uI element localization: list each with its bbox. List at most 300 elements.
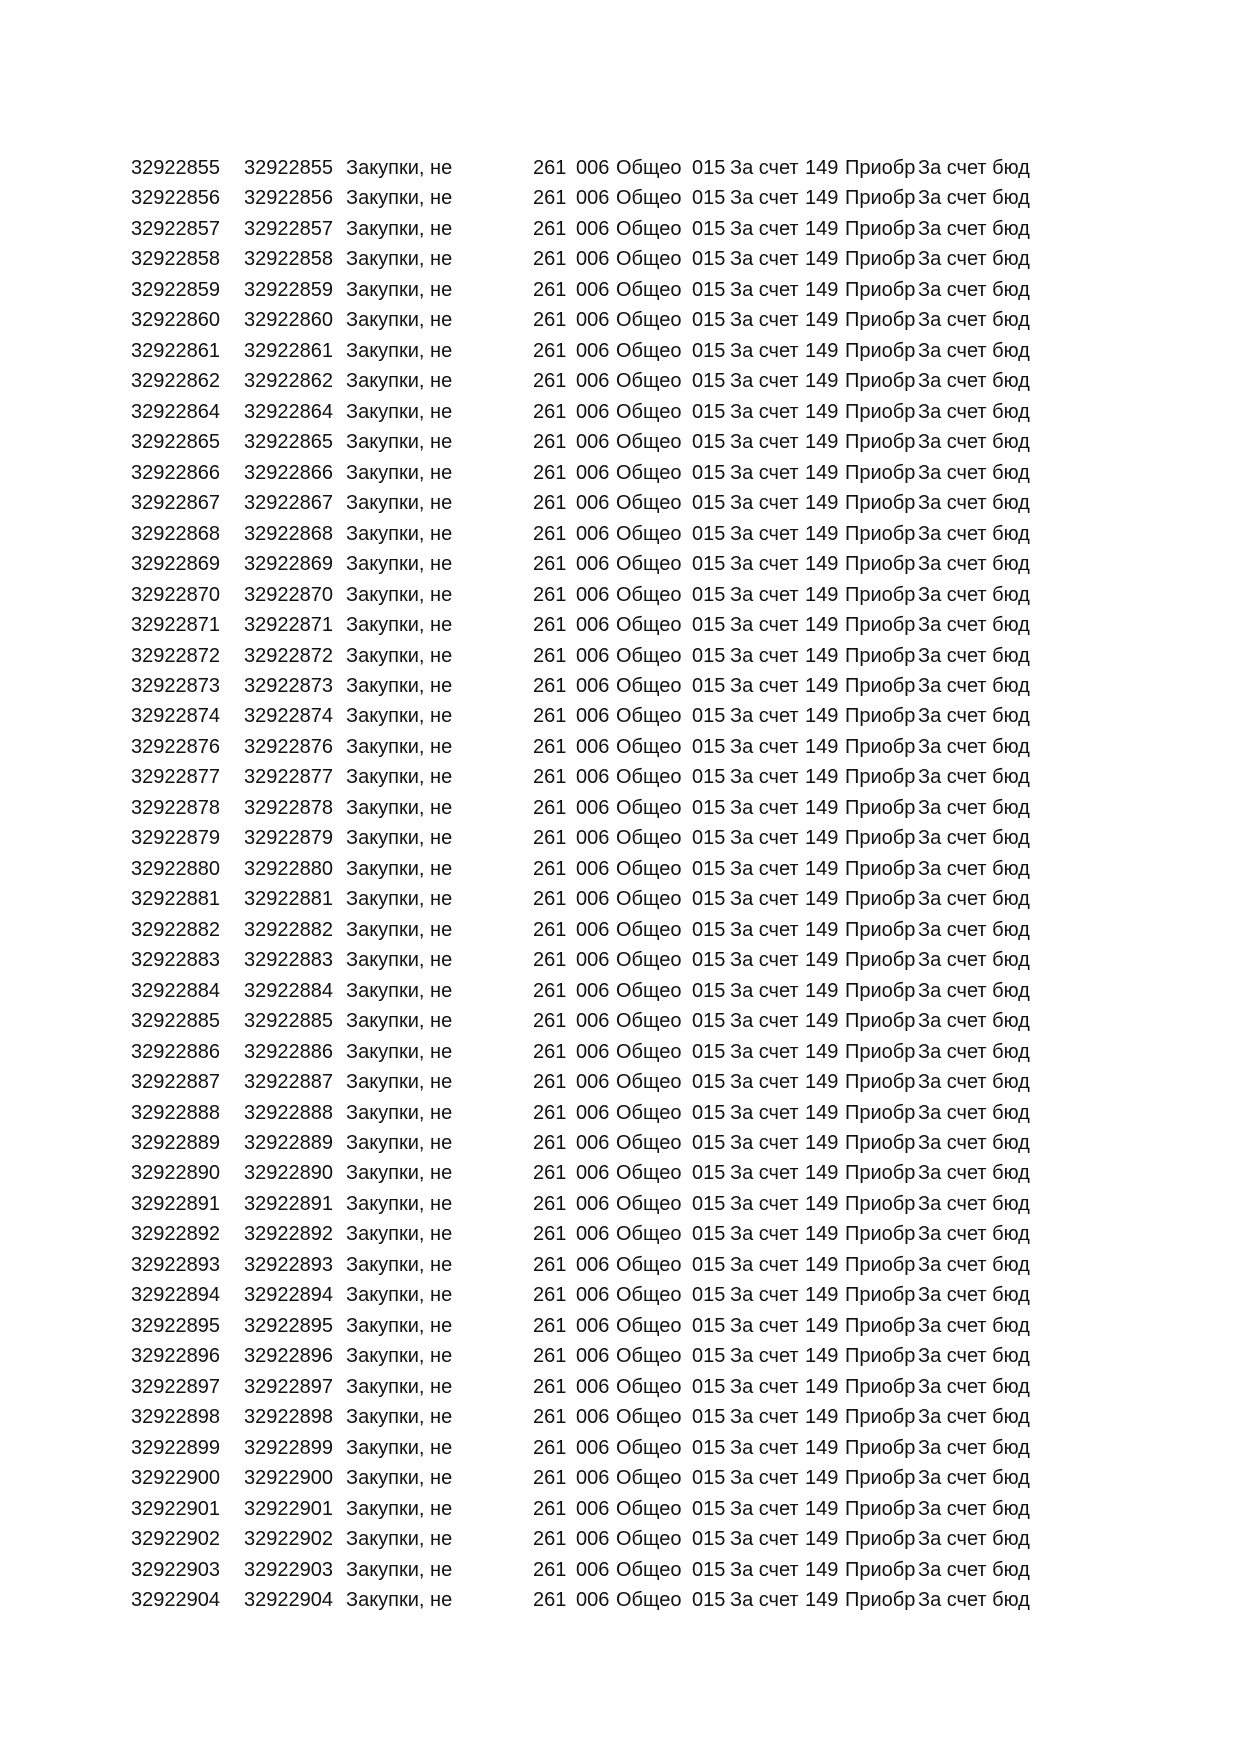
code-149-cell: 149 <box>805 1406 839 1429</box>
code-261-cell: 261 <box>533 644 567 667</box>
table-row <box>0 1372 1241 1402</box>
section-cell: Общео <box>616 827 682 850</box>
funding-cell: За счет <box>730 1253 799 1276</box>
code-015-cell: 015 <box>692 857 726 880</box>
code-261-cell: 261 <box>533 674 567 697</box>
budget-source-cell: За счет бюд <box>918 796 1030 819</box>
table-row <box>0 244 1241 274</box>
code-261-cell: 261 <box>533 1436 567 1459</box>
funding-cell: За счет <box>730 827 799 850</box>
record-id-copy-cell: 32922880 <box>244 857 333 880</box>
code-261-cell: 261 <box>533 705 567 728</box>
budget-source-cell: За счет бюд <box>918 1223 1030 1246</box>
code-015-cell: 015 <box>692 1040 726 1063</box>
code-015-cell: 015 <box>692 492 726 515</box>
description-cell: Закупки, не <box>346 400 453 423</box>
table-row <box>0 1219 1241 1249</box>
code-015-cell: 015 <box>692 614 726 637</box>
funding-cell: За счет <box>730 918 799 941</box>
code-015-cell: 015 <box>692 674 726 697</box>
record-id-copy-cell: 32922883 <box>244 949 333 972</box>
table-row <box>0 1006 1241 1036</box>
funding-cell: За счет <box>730 1314 799 1337</box>
description-cell: Закупки, не <box>346 766 453 789</box>
funding-cell: За счет <box>730 1345 799 1368</box>
record-id-copy-cell: 32922896 <box>244 1345 333 1368</box>
description-cell: Закупки, не <box>346 278 453 301</box>
section-cell: Общео <box>616 339 682 362</box>
code-149-cell: 149 <box>805 278 839 301</box>
table-row <box>0 214 1241 244</box>
code-261-cell: 261 <box>533 1071 567 1094</box>
description-cell: Закупки, не <box>346 1223 453 1246</box>
code-015-cell: 015 <box>692 309 726 332</box>
code-261-cell: 261 <box>533 248 567 271</box>
funding-cell: За счет <box>730 522 799 545</box>
code-149-cell: 149 <box>805 309 839 332</box>
purchase-cell: Приобр <box>845 1558 916 1581</box>
section-cell: Общео <box>616 1284 682 1307</box>
table-row <box>0 305 1241 335</box>
code-015-cell: 015 <box>692 461 726 484</box>
code-149-cell: 149 <box>805 1071 839 1094</box>
code-261-cell: 261 <box>533 553 567 576</box>
record-id-copy-cell: 32922881 <box>244 888 333 911</box>
code-261-cell: 261 <box>533 1162 567 1185</box>
purchase-cell: Приобр <box>845 583 916 606</box>
budget-source-cell: За счет бюд <box>918 309 1030 332</box>
funding-cell: За счет <box>730 888 799 911</box>
table-row <box>0 1463 1241 1493</box>
code-015-cell: 015 <box>692 1436 726 1459</box>
budget-source-cell: За счет бюд <box>918 431 1030 454</box>
purchase-cell: Приобр <box>845 1162 916 1185</box>
code-261-cell: 261 <box>533 400 567 423</box>
section-cell: Общео <box>616 1497 682 1520</box>
funding-cell: За счет <box>730 1467 799 1490</box>
code-015-cell: 015 <box>692 979 726 1002</box>
budget-source-cell: За счет бюд <box>918 1467 1030 1490</box>
record-id-copy-cell: 32922904 <box>244 1589 333 1612</box>
code-261-cell: 261 <box>533 979 567 1002</box>
table-row <box>0 1189 1241 1219</box>
record-id-copy-cell: 32922902 <box>244 1528 333 1551</box>
record-id-cell: 32922860 <box>131 309 220 332</box>
description-cell: Закупки, не <box>346 1253 453 1276</box>
budget-source-cell: За счет бюд <box>918 857 1030 880</box>
code-261-cell: 261 <box>533 1314 567 1337</box>
funding-cell: За счет <box>730 1101 799 1124</box>
code-006-cell: 006 <box>576 705 610 728</box>
code-015-cell: 015 <box>692 949 726 972</box>
record-id-cell: 32922878 <box>131 796 220 819</box>
funding-cell: За счет <box>730 1589 799 1612</box>
budget-source-cell: За счет бюд <box>918 1132 1030 1154</box>
record-id-cell: 32922857 <box>131 217 220 240</box>
table-row <box>0 945 1241 975</box>
purchase-cell: Приобр <box>845 522 916 545</box>
code-149-cell: 149 <box>805 1375 839 1398</box>
code-261-cell: 261 <box>533 187 567 210</box>
code-149-cell: 149 <box>805 1314 839 1337</box>
code-015-cell: 015 <box>692 1589 726 1612</box>
code-149-cell: 149 <box>805 949 839 972</box>
code-006-cell: 006 <box>576 583 610 606</box>
record-id-copy-cell: 32922870 <box>244 583 333 606</box>
record-id-copy-cell: 32922860 <box>244 309 333 332</box>
code-006-cell: 006 <box>576 1101 610 1124</box>
code-149-cell: 149 <box>805 370 839 393</box>
code-006-cell: 006 <box>576 1467 610 1490</box>
record-id-copy-cell: 32922878 <box>244 796 333 819</box>
code-006-cell: 006 <box>576 1558 610 1581</box>
code-006-cell: 006 <box>576 1406 610 1429</box>
description-cell: Закупки, не <box>346 461 453 484</box>
code-015-cell: 015 <box>692 827 726 850</box>
funding-cell: За счет <box>730 1558 799 1581</box>
table-row <box>0 823 1241 853</box>
table-row <box>0 1585 1241 1615</box>
funding-cell: За счет <box>730 979 799 1002</box>
record-id-cell: 32922864 <box>131 400 220 423</box>
table-row <box>0 762 1241 792</box>
record-id-copy-cell: 32922893 <box>244 1253 333 1276</box>
code-149-cell: 149 <box>805 1132 839 1154</box>
code-006-cell: 006 <box>576 248 610 271</box>
record-id-copy-cell: 32922874 <box>244 705 333 728</box>
description-cell: Закупки, не <box>346 1528 453 1551</box>
funding-cell: За счет <box>730 187 799 210</box>
code-261-cell: 261 <box>533 1345 567 1368</box>
budget-source-cell: За счет бюд <box>918 735 1030 758</box>
code-006-cell: 006 <box>576 1436 610 1459</box>
section-cell: Общео <box>616 796 682 819</box>
code-149-cell: 149 <box>805 553 839 576</box>
budget-source-cell: За счет бюд <box>918 187 1030 210</box>
budget-source-cell: За счет бюд <box>918 644 1030 667</box>
funding-cell: За счет <box>730 278 799 301</box>
code-261-cell: 261 <box>533 766 567 789</box>
code-261-cell: 261 <box>533 888 567 911</box>
budget-source-cell: За счет бюд <box>918 614 1030 637</box>
table-row <box>0 183 1241 213</box>
record-id-copy-cell: 32922898 <box>244 1406 333 1429</box>
description-cell: Закупки, не <box>346 705 453 728</box>
funding-cell: За счет <box>730 492 799 515</box>
code-149-cell: 149 <box>805 1101 839 1124</box>
budget-source-cell: За счет бюд <box>918 1010 1030 1033</box>
code-015-cell: 015 <box>692 1375 726 1398</box>
funding-cell: За счет <box>730 796 799 819</box>
code-149-cell: 149 <box>805 157 839 179</box>
purchase-cell: Приобр <box>845 400 916 423</box>
purchase-cell: Приобр <box>845 278 916 301</box>
description-cell: Закупки, не <box>346 735 453 758</box>
budget-source-cell: За счет бюд <box>918 1314 1030 1337</box>
purchase-cell: Приобр <box>845 979 916 1002</box>
table-row <box>0 610 1241 640</box>
code-261-cell: 261 <box>533 1010 567 1033</box>
record-id-cell: 32922889 <box>131 1132 220 1154</box>
section-cell: Общео <box>616 217 682 240</box>
description-cell: Закупки, не <box>346 1345 453 1368</box>
description-cell: Закупки, не <box>346 1192 453 1215</box>
code-006-cell: 006 <box>576 888 610 911</box>
code-149-cell: 149 <box>805 1436 839 1459</box>
description-cell: Закупки, не <box>346 1010 453 1033</box>
purchase-cell: Приобр <box>845 766 916 789</box>
table-row <box>0 701 1241 731</box>
code-149-cell: 149 <box>805 1162 839 1185</box>
code-015-cell: 015 <box>692 918 726 941</box>
table-row <box>0 976 1241 1006</box>
record-id-cell: 32922876 <box>131 735 220 758</box>
record-id-copy-cell: 32922867 <box>244 492 333 515</box>
budget-source-cell: За счет бюд <box>918 1558 1030 1581</box>
record-id-cell: 32922890 <box>131 1162 220 1185</box>
code-261-cell: 261 <box>533 1406 567 1429</box>
record-id-cell: 32922895 <box>131 1314 220 1337</box>
code-149-cell: 149 <box>805 1558 839 1581</box>
description-cell: Закупки, не <box>346 339 453 362</box>
code-261-cell: 261 <box>533 157 567 179</box>
code-261-cell: 261 <box>533 1192 567 1215</box>
table-row <box>0 1037 1241 1067</box>
code-149-cell: 149 <box>805 827 839 850</box>
record-id-cell: 32922882 <box>131 918 220 941</box>
description-cell: Закупки, не <box>346 217 453 240</box>
code-006-cell: 006 <box>576 1497 610 1520</box>
table-row <box>0 1555 1241 1585</box>
funding-cell: За счет <box>730 614 799 637</box>
code-015-cell: 015 <box>692 1101 726 1124</box>
record-id-cell: 32922877 <box>131 766 220 789</box>
table-row <box>0 336 1241 366</box>
budget-source-cell: За счет бюд <box>918 522 1030 545</box>
record-id-cell: 32922870 <box>131 583 220 606</box>
funding-cell: За счет <box>730 949 799 972</box>
funding-cell: За счет <box>730 583 799 606</box>
description-cell: Закупки, не <box>346 1040 453 1063</box>
code-015-cell: 015 <box>692 157 726 179</box>
purchase-cell: Приобр <box>845 705 916 728</box>
description-cell: Закупки, не <box>346 370 453 393</box>
record-id-cell: 32922879 <box>131 827 220 850</box>
code-261-cell: 261 <box>533 1528 567 1551</box>
description-cell: Закупки, не <box>346 248 453 271</box>
record-id-copy-cell: 32922897 <box>244 1375 333 1398</box>
code-006-cell: 006 <box>576 766 610 789</box>
record-id-copy-cell: 32922868 <box>244 522 333 545</box>
description-cell: Закупки, не <box>346 949 453 972</box>
funding-cell: За счет <box>730 1528 799 1551</box>
record-id-cell: 32922894 <box>131 1284 220 1307</box>
code-149-cell: 149 <box>805 888 839 911</box>
code-006-cell: 006 <box>576 644 610 667</box>
budget-source-cell: За счет бюд <box>918 1345 1030 1368</box>
code-261-cell: 261 <box>533 1375 567 1398</box>
code-015-cell: 015 <box>692 400 726 423</box>
description-cell: Закупки, не <box>346 431 453 454</box>
funding-cell: За счет <box>730 553 799 576</box>
section-cell: Общео <box>616 1558 682 1581</box>
record-id-cell: 32922896 <box>131 1345 220 1368</box>
code-006-cell: 006 <box>576 1223 610 1246</box>
purchase-cell: Приобр <box>845 857 916 880</box>
code-149-cell: 149 <box>805 979 839 1002</box>
code-006-cell: 006 <box>576 1589 610 1612</box>
record-id-copy-cell: 32922889 <box>244 1132 333 1154</box>
record-id-copy-cell: 32922864 <box>244 400 333 423</box>
record-id-cell: 32922897 <box>131 1375 220 1398</box>
code-149-cell: 149 <box>805 217 839 240</box>
purchase-cell: Приобр <box>845 949 916 972</box>
purchase-cell: Приобр <box>845 735 916 758</box>
record-id-cell: 32922891 <box>131 1192 220 1215</box>
description-cell: Закупки, не <box>346 583 453 606</box>
code-006-cell: 006 <box>576 187 610 210</box>
code-149-cell: 149 <box>805 796 839 819</box>
section-cell: Общео <box>616 1314 682 1337</box>
code-261-cell: 261 <box>533 1467 567 1490</box>
description-cell: Закупки, не <box>346 522 453 545</box>
funding-cell: За счет <box>730 1132 799 1154</box>
code-006-cell: 006 <box>576 1345 610 1368</box>
section-cell: Общео <box>616 157 682 179</box>
description-cell: Закупки, не <box>346 1132 453 1154</box>
record-id-copy-cell: 32922857 <box>244 217 333 240</box>
code-149-cell: 149 <box>805 492 839 515</box>
code-149-cell: 149 <box>805 644 839 667</box>
code-261-cell: 261 <box>533 461 567 484</box>
code-149-cell: 149 <box>805 522 839 545</box>
code-261-cell: 261 <box>533 217 567 240</box>
table-row <box>0 580 1241 610</box>
description-cell: Закупки, не <box>346 674 453 697</box>
code-261-cell: 261 <box>533 492 567 515</box>
code-015-cell: 015 <box>692 1192 726 1215</box>
description-cell: Закупки, не <box>346 979 453 1002</box>
budget-source-cell: За счет бюд <box>918 339 1030 362</box>
record-id-copy-cell: 32922859 <box>244 278 333 301</box>
budget-source-cell: За счет бюд <box>918 1436 1030 1459</box>
code-006-cell: 006 <box>576 1375 610 1398</box>
purchase-cell: Приобр <box>845 1284 916 1307</box>
description-cell: Закупки, не <box>346 888 453 911</box>
budget-source-cell: За счет бюд <box>918 278 1030 301</box>
description-cell: Закупки, не <box>346 1406 453 1429</box>
code-261-cell: 261 <box>533 278 567 301</box>
code-015-cell: 015 <box>692 583 726 606</box>
code-006-cell: 006 <box>576 1071 610 1094</box>
budget-source-cell: За счет бюд <box>918 553 1030 576</box>
budget-source-cell: За счет бюд <box>918 1497 1030 1520</box>
section-cell: Общео <box>616 1223 682 1246</box>
budget-source-cell: За счет бюд <box>918 1284 1030 1307</box>
purchase-cell: Приобр <box>845 1040 916 1063</box>
record-id-cell: 32922874 <box>131 705 220 728</box>
purchase-cell: Приобр <box>845 1010 916 1033</box>
section-cell: Общео <box>616 918 682 941</box>
section-cell: Общео <box>616 1406 682 1429</box>
record-id-cell: 32922873 <box>131 674 220 697</box>
table-row <box>0 1341 1241 1371</box>
table-row <box>0 1311 1241 1341</box>
budget-source-cell: За счет бюд <box>918 766 1030 789</box>
code-006-cell: 006 <box>576 400 610 423</box>
budget-source-cell: За счет бюд <box>918 918 1030 941</box>
code-149-cell: 149 <box>805 735 839 758</box>
table-row <box>0 915 1241 945</box>
section-cell: Общео <box>616 1162 682 1185</box>
table-row <box>0 854 1241 884</box>
budget-source-cell: За счет бюд <box>918 1192 1030 1215</box>
section-cell: Общео <box>616 1589 682 1612</box>
budget-source-cell: За счет бюд <box>918 1589 1030 1612</box>
record-id-cell: 32922880 <box>131 857 220 880</box>
funding-cell: За счет <box>730 370 799 393</box>
record-id-copy-cell: 32922865 <box>244 431 333 454</box>
code-015-cell: 015 <box>692 1071 726 1094</box>
funding-cell: За счет <box>730 735 799 758</box>
code-015-cell: 015 <box>692 553 726 576</box>
budget-source-cell: За счет бюд <box>918 157 1030 179</box>
funding-cell: За счет <box>730 1284 799 1307</box>
code-015-cell: 015 <box>692 1253 726 1276</box>
table-row <box>0 1158 1241 1188</box>
section-cell: Общео <box>616 1010 682 1033</box>
purchase-cell: Приобр <box>845 309 916 332</box>
section-cell: Общео <box>616 553 682 576</box>
funding-cell: За счет <box>730 309 799 332</box>
budget-source-cell: За счет бюд <box>918 217 1030 240</box>
funding-cell: За счет <box>730 1010 799 1033</box>
code-261-cell: 261 <box>533 1040 567 1063</box>
code-006-cell: 006 <box>576 1162 610 1185</box>
code-006-cell: 006 <box>576 217 610 240</box>
code-006-cell: 006 <box>576 522 610 545</box>
budget-source-cell: За счет бюд <box>918 370 1030 393</box>
record-id-cell: 32922892 <box>131 1223 220 1246</box>
section-cell: Общео <box>616 857 682 880</box>
section-cell: Общео <box>616 1132 682 1154</box>
code-015-cell: 015 <box>692 1528 726 1551</box>
code-015-cell: 015 <box>692 705 726 728</box>
purchase-cell: Приобр <box>845 644 916 667</box>
purchase-cell: Приобр <box>845 918 916 941</box>
purchase-cell: Приобр <box>845 461 916 484</box>
table-row <box>0 488 1241 518</box>
code-006-cell: 006 <box>576 1314 610 1337</box>
record-id-copy-cell: 32922885 <box>244 1010 333 1033</box>
section-cell: Общео <box>616 431 682 454</box>
code-015-cell: 015 <box>692 1406 726 1429</box>
code-006-cell: 006 <box>576 370 610 393</box>
record-id-cell: 32922901 <box>131 1497 220 1520</box>
record-id-copy-cell: 32922872 <box>244 644 333 667</box>
code-149-cell: 149 <box>805 1497 839 1520</box>
section-cell: Общео <box>616 674 682 697</box>
code-261-cell: 261 <box>533 583 567 606</box>
code-261-cell: 261 <box>533 1589 567 1612</box>
purchase-cell: Приобр <box>845 1192 916 1215</box>
code-149-cell: 149 <box>805 431 839 454</box>
record-id-copy-cell: 32922866 <box>244 461 333 484</box>
table-row <box>0 1280 1241 1310</box>
section-cell: Общео <box>616 1192 682 1215</box>
section-cell: Общео <box>616 1071 682 1094</box>
record-id-copy-cell: 32922899 <box>244 1436 333 1459</box>
